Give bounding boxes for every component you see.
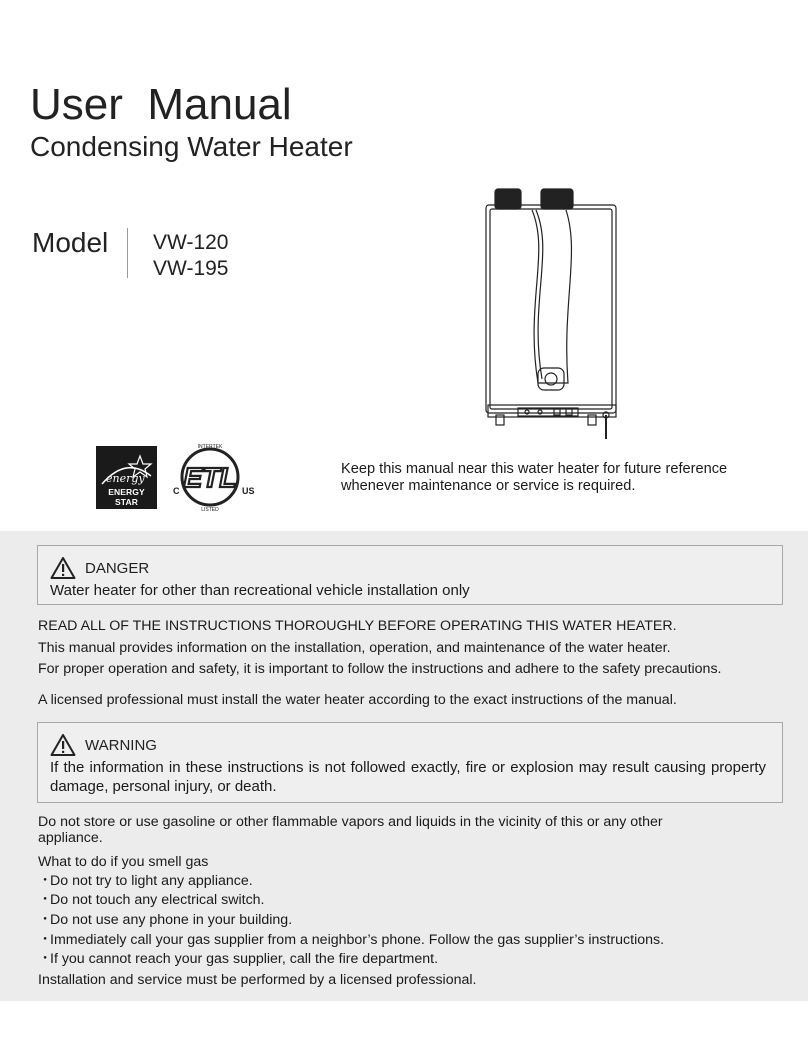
model-number: VW-120 [153, 231, 229, 254]
water-heater-illustration [470, 183, 630, 443]
gasoline-note: Do not store or use gasoline or other flammable vapors and liquids in the vicinity of this or any other [38, 814, 663, 830]
list-item: ・Do not touch any electrical switch. [38, 892, 265, 908]
energy-star-label: ENERGY STAR [108, 487, 145, 507]
warning-heading: WARNING [85, 736, 157, 754]
danger-text: Water heater for other than recreational vehicle installation only [50, 582, 470, 599]
list-item: ・If you cannot reach your gas supplier, call the fire department. [38, 951, 439, 967]
etl-arc-bottom: LISTED [201, 507, 219, 512]
model-label: Model [32, 227, 109, 258]
etl-us: US [242, 486, 255, 496]
manual-title: User Manual [30, 80, 292, 129]
installation-note: Installation and service must be performed by a licensed professional. [38, 972, 477, 988]
danger-box [37, 545, 783, 605]
list-item: ・Do not try to light any appliance. [38, 873, 253, 889]
manual-subtitle: Condensing Water Heater [30, 131, 353, 162]
smell-gas-heading: What to do if you smell gas [38, 854, 209, 870]
etl-listed-logo [170, 442, 260, 512]
energy-star-logo [96, 446, 157, 509]
svg-text:energy: energy [106, 472, 145, 485]
warning-text: If the information in these instructions is not followed exactly, fire or explosion may result causing property damage, personal injury, or death. [50, 759, 766, 795]
list-item: ・Immediately call your gas supplier from a neighbor’s phone. Follow the gas supplier’s instructions. [38, 932, 665, 948]
warning-triangle-icon [50, 556, 76, 580]
warning-box [37, 722, 783, 803]
instruction-line: READ ALL OF THE INSTRUCTIONS THOROUGHLY BEFORE OPERATING THIS WATER HEATER. [38, 618, 677, 634]
model-divider [127, 228, 128, 278]
model-number: VW-195 [153, 257, 229, 280]
instruction-line: This manual provides information on the installation, operation, and maintenance of the water heater. [38, 640, 671, 656]
warning-triangle-icon [50, 733, 76, 757]
etl-arc-top: INTERTEK [197, 444, 223, 450]
list-item: ・Do not use any phone in your building. [38, 912, 293, 928]
keep-manual-note: Keep this manual near this water heater for future reference whenever maintenance or service is required. [341, 461, 728, 494]
etl-c: C [173, 486, 180, 496]
danger-heading: DANGER [85, 559, 150, 577]
etl-mark: ETL [183, 462, 237, 493]
gasoline-note: appliance. [38, 830, 103, 846]
instruction-line: A licensed professional must install the water heater according to the exact instructions of the manual. [38, 692, 677, 708]
instruction-line: For proper operation and safety, it is important to follow the instructions and adhere to the safety precautions. [38, 661, 722, 677]
